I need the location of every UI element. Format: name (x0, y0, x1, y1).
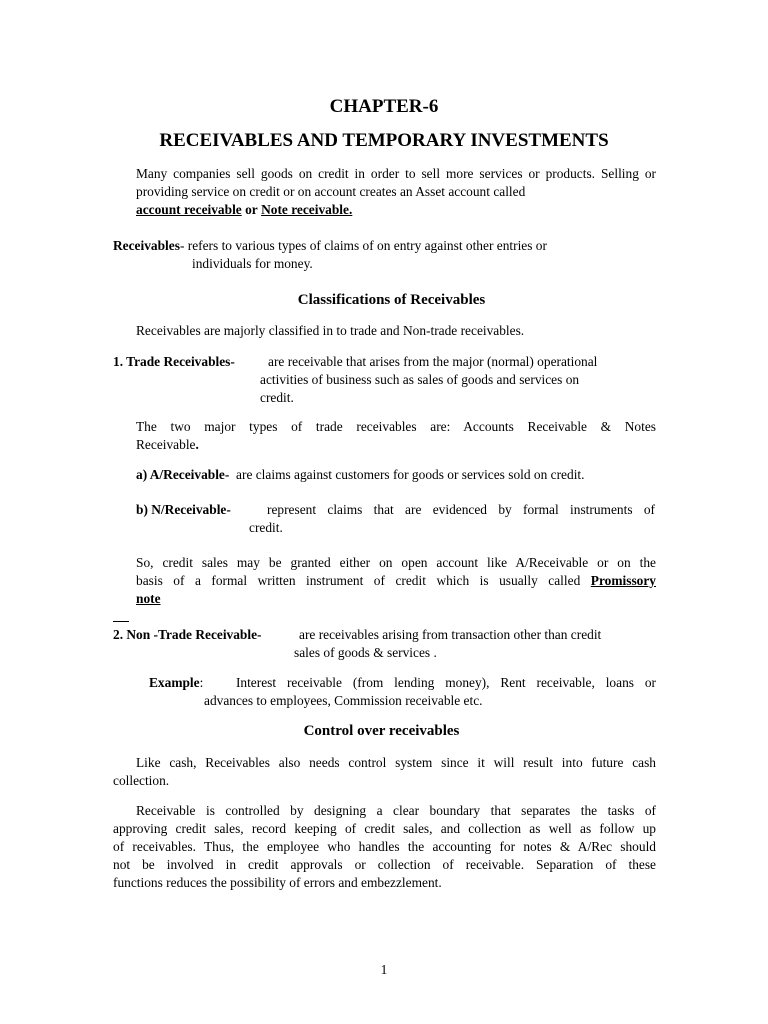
example-colon: : (199, 675, 204, 690)
trade-line2: activities of business such as sales of goods and services on (260, 372, 580, 387)
receivables-term: Receivables (113, 238, 180, 253)
control-paragraph-1 (113, 754, 656, 790)
example-line2: advances to employees, Commission receivable etc. (204, 693, 483, 708)
trade-line3: credit. (260, 390, 294, 405)
two-types-dot: . (195, 437, 199, 452)
example-block (149, 674, 656, 692)
example-line1 (149, 674, 656, 692)
two-types-line1: The two major types of trade receivables are: Accounts Receivable & Notes (136, 419, 656, 434)
trade-receivables-term (113, 353, 235, 371)
note-term: note (136, 591, 161, 606)
control-paragraph-2 (113, 802, 656, 892)
intro-text: Many companies sell goods on credit in order to sell more services or products. Selling or providing service on credit or on account creates an Asset account called (136, 166, 656, 199)
item-a-receivable (136, 466, 584, 484)
chapter-title: RECEIVABLES AND TEMPORARY INVESTMENTS (159, 130, 609, 151)
intro-term-account-receivable: account receivable (136, 202, 242, 217)
item-b-text (249, 501, 655, 537)
two-types-line2-text: Receivable (136, 437, 196, 452)
receivables-definition (113, 237, 673, 255)
control-p2-line1: Receivable is controlled by designing a clear boundary that separates the tasks of (136, 803, 656, 818)
example-text1: Interest receivable (from lending money), Rent receivable, loans or (235, 675, 656, 690)
short-rule (113, 621, 129, 622)
intro-paragraph (136, 165, 656, 219)
control-p2-line4: not be involved in credit approvals or collection of receivable. Separation of these (113, 857, 656, 872)
nontrade-term (113, 626, 262, 644)
control-p2-line3: of receivables. Thus, the employee who handles the accounting for notes & A/Rec should (113, 839, 656, 854)
control-p2-line2: approving credit sales, record keeping of credit sales, and collection as well as follow up (113, 821, 656, 836)
classifications-heading: Classifications of Receivables (297, 292, 486, 308)
trade-line1: are receivable that arises from the major (normal) operational (268, 354, 598, 369)
receivables-def-line1: - refers to various types of claims of on entry against other entries or (179, 238, 547, 253)
chapter-label: CHAPTER-6 (329, 96, 439, 117)
example-term: Example (149, 675, 200, 690)
trade-receivables-text (260, 353, 655, 407)
control-p2-line5: functions reduces the possibility of errors and embezzlement. (113, 875, 442, 890)
page-number: 1 (380, 962, 388, 977)
item-b-term (136, 501, 231, 519)
control-p1-line2: collection. (113, 773, 170, 788)
item-b-term-text: b) N/Receivable- (136, 502, 231, 517)
intro-joiner: or (245, 202, 258, 217)
nontrade-line2: sales of goods & services . (294, 645, 437, 660)
nontrade-text (294, 626, 656, 662)
control-heading: Control over receivables (303, 723, 460, 739)
control-p1-line1: Like cash, Receivables also needs control system since it will result into future cash (136, 755, 656, 770)
promissory-term: Promissory (590, 573, 656, 588)
trade-term-text: 1. Trade Receivables- (113, 354, 235, 369)
intro-term-note-receivable: Note receivable. (261, 202, 353, 217)
credit-sales-line3 (136, 590, 656, 608)
nontrade-term-text: 2. Non -Trade Receivable- (113, 627, 262, 642)
nontrade-line1: are receivables arising from transaction other than credit (299, 627, 602, 642)
credit-sales-paragraph (136, 554, 656, 608)
item-b-line1: represent claims that are evidenced by formal instruments of (267, 502, 655, 517)
item-a-term: a) A/Receivable- (136, 467, 230, 482)
credit-sales-line2 (136, 572, 656, 590)
credit-sales-line1: So, credit sales may be granted either on open account like A/Receivable or on the (136, 555, 656, 570)
two-types-paragraph (136, 418, 656, 454)
credit-sales-line2-text: basis of a formal written instrument of credit which is usually called (136, 573, 581, 588)
two-types-line2 (136, 436, 656, 454)
item-a-text: are claims against customers for goods or services sold on credit. (236, 467, 585, 482)
classifications-intro: Receivables are majorly classified in to trade and Non-trade receivables. (136, 323, 525, 338)
receivables-def-line2: individuals for money. (192, 256, 313, 271)
item-b-line2: credit. (249, 520, 283, 535)
